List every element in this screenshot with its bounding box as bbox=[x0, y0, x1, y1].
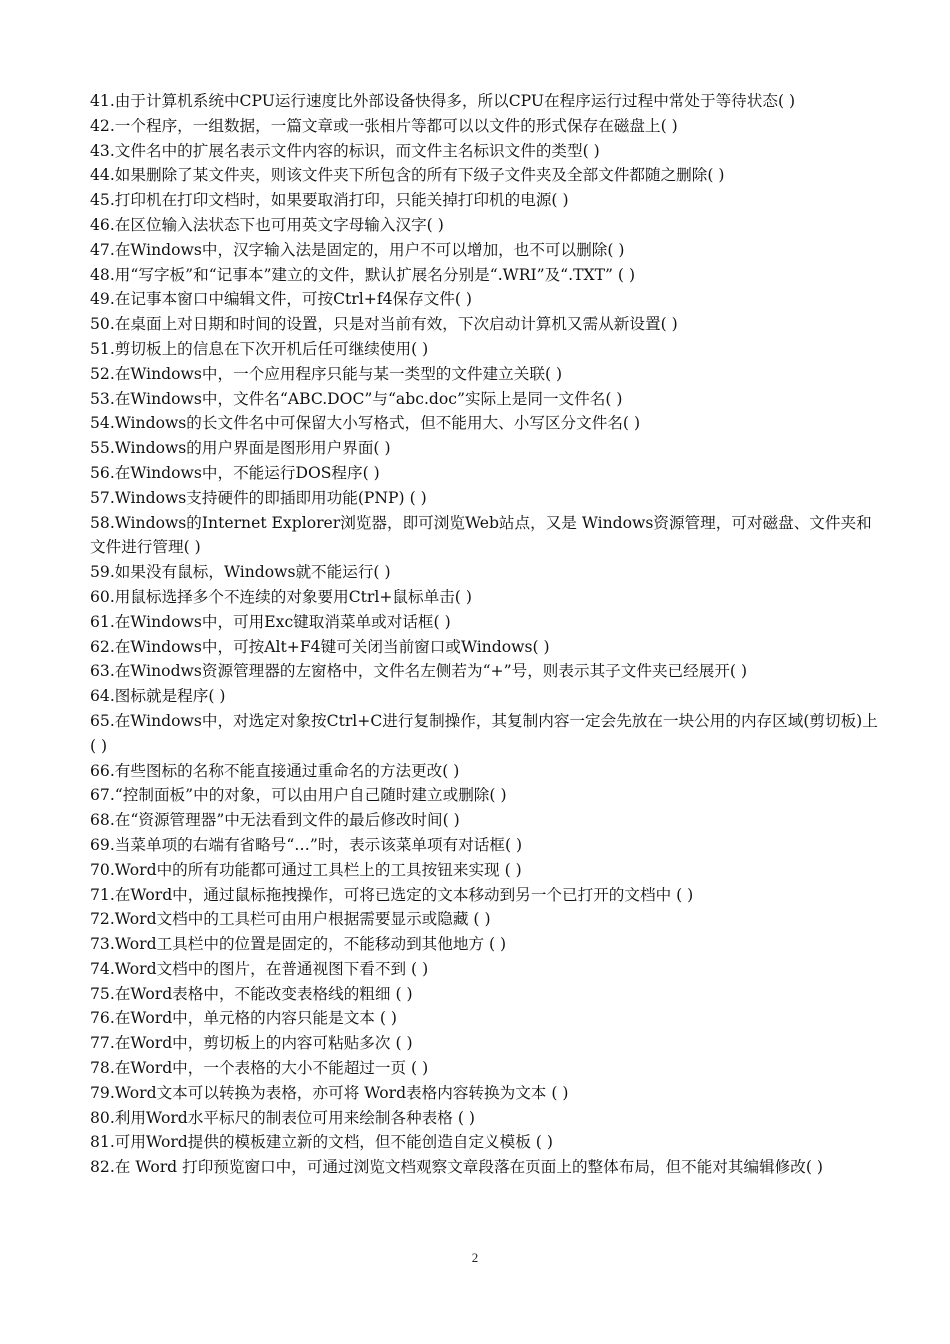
question-42: 42.一个程序，一组数据，一篇文章或一张相片等都可以以文件的形式保存在磁盘上( ) bbox=[90, 116, 678, 135]
question-72: 72.Word文档中的工具栏可由用户根据需要显示或隐藏 ( ) bbox=[90, 910, 491, 929]
question-45: 45.打印机在打印文档时，如果要取消打印，只能关掉打印机的电源( ) bbox=[90, 191, 569, 210]
question-56: 56.在Windows中，不能运行DOS程序( ) bbox=[90, 463, 380, 482]
question-41: 41.由于计算机系统中CPU运行速度比外部设备快得多，所以CPU在程序运行过程中常处于等待状态( ) bbox=[90, 92, 796, 110]
page-number: 2 bbox=[471, 1250, 479, 1265]
question-55: 55.Windows的用户界面是图形用户界面( ) bbox=[90, 439, 391, 458]
question-63: 63.在Winodws资源管理器的左窗格中，文件名左侧若为“+”号，则表示其子文件夹已经展开( ) bbox=[90, 662, 748, 681]
question-47: 47.在Windows中，汉字输入法是固定的，用户不可以增加，也不可以删除( ) bbox=[90, 240, 625, 259]
question-75: 75.在Word表格中，不能改变表格线的粗细 ( ) bbox=[90, 984, 413, 1003]
question-61: 61.在Windows中，可用Exc键取消菜单或对话框( ) bbox=[90, 612, 451, 631]
question-64: 64.图标就是程序( ) bbox=[90, 687, 226, 706]
question-80: 80.利用Word水平标尺的制表位可用来绘制各种表格 ( ) bbox=[90, 1108, 475, 1127]
question-74: 74.Word文档中的图片，在普通视图下看不到 ( ) bbox=[90, 959, 429, 978]
question-57: 57.Windows支持硬件的即插即用功能(PNP) ( ) bbox=[90, 488, 427, 507]
question-65: 65.在Windows中，对选定对象按Ctrl+C进行复制操作，其复制内容一定会先放在一块公用的内存区域(剪切板)上( ) bbox=[90, 711, 878, 755]
question-81: 81.可用Word提供的模板建立新的文档，但不能创造自定义模板 ( ) bbox=[90, 1133, 553, 1152]
question-60: 60.用鼠标选择多个不连续的对象要用Ctrl+鼠标单击( ) bbox=[90, 587, 472, 606]
question-79: 79.Word文本可以转换为表格，亦可将 Word表格内容转换为文本 ( ) bbox=[90, 1083, 569, 1102]
question-62: 62.在Windows中，可按Alt+F4键可关闭当前窗口或Windows( ) bbox=[90, 637, 550, 656]
question-73: 73.Word工具栏中的位置是固定的，不能移动到其他地方 ( ) bbox=[90, 935, 507, 954]
question-82: 82.在 Word 打印预览窗口中，可通过浏览文档观察文章段落在页面上的整体布局，但不能对其编辑修改( ) bbox=[90, 1158, 823, 1177]
question-49: 49.在记事本窗口中编辑文件，可按Ctrl+f4保存文件( ) bbox=[90, 290, 473, 309]
question-67: 67.“控制面板”中的对象，可以由用户自己随时建立或删除( ) bbox=[90, 786, 507, 805]
question-76: 76.在Word中，单元格的内容只能是文本 ( ) bbox=[90, 1009, 397, 1028]
question-59: 59.如果没有鼠标，Windows就不能运行( ) bbox=[90, 563, 391, 582]
question-list bbox=[90, 89, 882, 1180]
question-58: 58.Windows的Internet Explorer浏览器，即可浏览Web站点，又是 Windows资源管理，可对磁盘、文件夹和文件进行管理( ) bbox=[90, 513, 872, 557]
question-48: 48.用“写字板”和“记事本”建立的文件，默认扩展名分别是“.WRI”及“.TXT” ( ) bbox=[90, 265, 636, 284]
question-69: 69.当菜单项的右端有省略号“…”时，表示该菜单项有对话框( ) bbox=[90, 835, 523, 854]
question-66: 66.有些图标的名称不能直接通过重命名的方法更改( ) bbox=[90, 761, 460, 780]
question-52: 52.在Windows中，一个应用程序只能与某一类型的文件建立关联( ) bbox=[90, 364, 563, 383]
question-54: 54.Windows的长文件名中可保留大小写格式，但不能用大、小写区分文件名( ) bbox=[90, 414, 641, 433]
question-43: 43.文件名中的扩展名表示文件内容的标识，而文件主名标识文件的类型( ) bbox=[90, 141, 600, 160]
question-50: 50.在桌面上对日期和时间的设置，只是对当前有效，下次启动计算机又需从新设置( ) bbox=[90, 315, 678, 334]
question-70: 70.Word中的所有功能都可通过工具栏上的工具按钮来实现 ( ) bbox=[90, 860, 522, 879]
question-46: 46.在区位输入法状态下也可用英文字母输入汉字( ) bbox=[90, 215, 444, 234]
question-68: 68.在“资源管理器”中无法看到文件的最后修改时间( ) bbox=[90, 811, 460, 830]
question-71: 71.在Word中，通过鼠标拖拽操作，可将已选定的文本移动到另一个已打开的文档中 ( ) bbox=[90, 885, 694, 904]
question-53: 53.在Windows中，文件名“ABC.DOC”与“abc.doc”实际上是同一文件名( ) bbox=[90, 389, 623, 408]
question-51: 51.剪切板上的信息在下次开机后任可继续使用( ) bbox=[90, 339, 429, 358]
question-77: 77.在Word中，剪切板上的内容可粘贴多次 ( ) bbox=[90, 1034, 413, 1053]
question-44: 44.如果删除了某文件夹，则该文件夹下所包含的所有下级子文件夹及全部文件都随之删除( ) bbox=[90, 166, 725, 185]
question-78: 78.在Word中，一个表格的大小不能超过一页 ( ) bbox=[90, 1059, 429, 1078]
